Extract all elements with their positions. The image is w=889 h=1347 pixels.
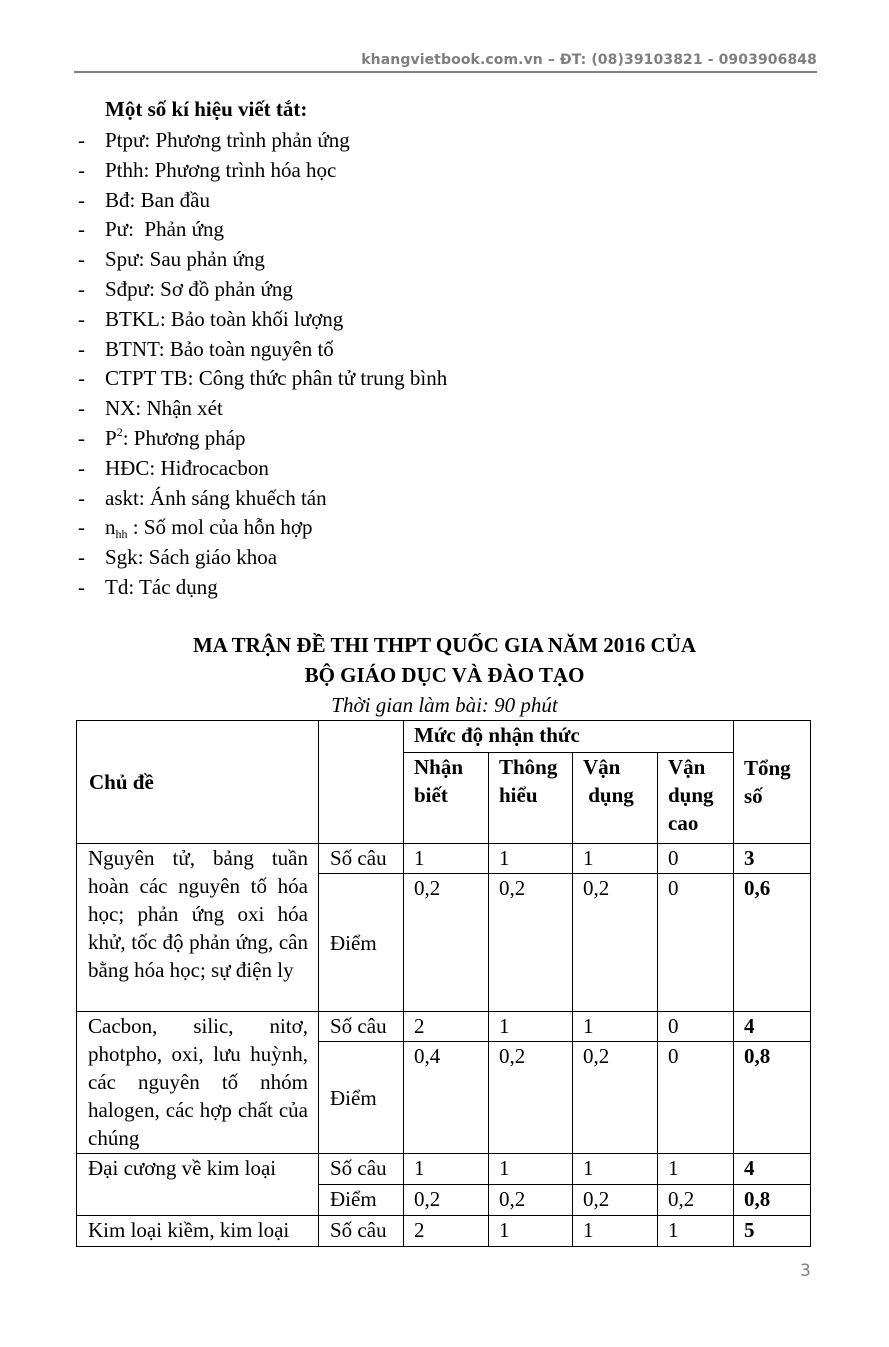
abbreviation-item: - Pư: Phản ứng: [76, 215, 447, 245]
bullet-dash: -: [78, 187, 85, 212]
count-label: Số câu: [319, 844, 404, 874]
abbreviation-item: - askt: Ánh sáng khuếch tán: [76, 484, 447, 514]
abbreviation-item: - HĐC: Hiđrocacbon: [76, 454, 447, 484]
abbreviation-item: - Pthh: Phương trình hóa học: [76, 156, 447, 186]
value-cell: 0: [658, 1042, 734, 1154]
header-level-recognize: [404, 753, 489, 844]
total-cell: 3: [734, 844, 811, 874]
abbreviation-item: - BTKL: Bảo toàn khối lượng: [76, 305, 447, 335]
matrix-title-line1: MA TRẬN ĐỀ THI THPT QUỐC GIA NĂM 2016 CỦA: [192, 633, 697, 657]
header-line: Vận: [583, 755, 621, 779]
value-cell: 1: [573, 844, 658, 874]
bullet-dash: -: [78, 247, 85, 272]
topic-cell: Nguyên tử, bảng tuần hoàn các nguyên tố hóa học; phản ứng oxi hóa khử, tốc độ phản ứng, cân bằng hóa học; sự điện ly: [77, 844, 319, 1012]
topic-cell: Cacbon, silic, nitơ, photpho, oxi, lưu huỳnh, các nguyên tố nhóm halogen, các hợp chất của chúng: [77, 1012, 319, 1154]
header-total: [734, 721, 811, 844]
abbreviation-term: Bđ: [105, 187, 130, 212]
value-cell: 1: [573, 1216, 658, 1247]
abbreviation-meaning: Số mol của hỗn hợp: [143, 515, 313, 540]
header-line: Thông: [499, 755, 558, 779]
abbreviation-meaning: Phương trình phản ứng: [155, 128, 350, 152]
header-total-line: số: [744, 784, 763, 808]
abbreviation-item: [76, 513, 447, 543]
abbreviations-title: Một số kí hiệu viết tắt:: [105, 97, 308, 121]
header-level-understand: [489, 753, 573, 844]
bullet-dash: -: [78, 217, 85, 242]
value-cell: 1: [573, 1012, 658, 1042]
abbreviation-term: n: [105, 515, 116, 540]
topic-cell: Đại cương về kim loại: [77, 1154, 319, 1216]
separator: :: [127, 515, 144, 540]
value-cell: 1: [658, 1154, 734, 1185]
bullet-dash: -: [78, 366, 85, 391]
score-label: Điểm: [319, 1185, 404, 1216]
value-cell: 1: [489, 1216, 573, 1247]
abbreviation-meaning: Hiđrocacbon: [160, 455, 269, 480]
bullet-dash: -: [78, 545, 85, 570]
abbreviation-term: Spư: [105, 247, 139, 272]
table-header-row: [77, 721, 811, 753]
abbreviation-meaning: Nhận xét: [146, 396, 223, 421]
value-cell: 0,2: [404, 874, 489, 1012]
abbreviation-item: - Bđ: Ban đầu: [76, 186, 447, 216]
abbreviation-term: askt: [105, 485, 139, 510]
abbreviation-term: Pthh: [105, 157, 144, 182]
value-cell: 0: [658, 874, 734, 1012]
total-cell: 4: [734, 1154, 811, 1185]
page-header: khangvietbook.com.vn – ĐT: (08)39103821 - 0903906848: [74, 50, 817, 73]
value-cell: 0,2: [573, 1185, 658, 1216]
value-cell: 1: [404, 1154, 489, 1185]
abbreviation-item: - Spư: Sau phản ứng: [76, 245, 447, 275]
abbreviation-term: Sđpư: [105, 276, 150, 301]
value-cell: 0,2: [489, 874, 573, 1012]
total-cell: 4: [734, 1012, 811, 1042]
value-cell: 1: [489, 1154, 573, 1185]
abbreviation-meaning: Ban đầu: [140, 187, 211, 212]
value-cell: 1: [404, 844, 489, 874]
total-cell: 0,8: [734, 1042, 811, 1154]
abbreviation-meaning: Công thức phân tử trung bình: [198, 366, 448, 391]
bullet-dash: -: [78, 306, 85, 331]
abbreviation-item: - NX: Nhận xét: [76, 394, 447, 424]
abbreviation-item: - Sgk: Sách giáo khoa: [76, 543, 447, 573]
bullet-dash: -: [78, 128, 85, 152]
page-number: 3: [800, 1261, 811, 1281]
abbreviation-term: CTPT TB: [105, 366, 188, 391]
abbreviation-term: NX: [105, 396, 136, 421]
header-total-line: Tổng: [744, 756, 791, 780]
abbreviation-meaning: Sơ đồ phản ứng: [160, 276, 293, 301]
abbreviation-meaning: Phản ứng: [139, 217, 225, 242]
matrix-title-line2: BỘ GIÁO DỤC VÀ ĐÀO TẠO: [304, 663, 585, 687]
total-cell: 5: [734, 1216, 811, 1247]
abbreviation-term: Sgk: [105, 545, 138, 570]
value-cell: 0,2: [489, 1042, 573, 1154]
header-level-apply-high: [658, 753, 734, 844]
header-level-apply: [573, 753, 658, 844]
header-blank: [319, 721, 404, 844]
total-cell: 0,8: [734, 1185, 811, 1216]
abbreviation-term: P: [105, 425, 117, 450]
abbreviation-meaning: Sau phản ứng: [149, 247, 265, 272]
header-line: dụng: [588, 783, 634, 807]
bullet-dash: -: [78, 455, 85, 480]
abbreviation-meaning: Phương pháp: [133, 425, 246, 450]
abbreviation-item: - Ptpư: Phương trình phản ứng: [76, 126, 447, 156]
count-label: Số câu: [319, 1216, 404, 1247]
abbreviation-term: Pư: [105, 217, 129, 242]
value-cell: 0,2: [404, 1185, 489, 1216]
bullet-dash: -: [78, 574, 85, 599]
abbreviation-meaning: Bảo toàn nguyên tố: [169, 336, 334, 361]
bullet-dash: -: [78, 336, 85, 361]
header-line: biết: [414, 783, 448, 807]
header-level-group: Mức độ nhận thức: [404, 721, 734, 753]
bullet-dash: -: [78, 396, 85, 421]
abbreviation-term: Td: [105, 574, 129, 599]
bullet-dash: -: [78, 485, 85, 510]
value-cell: 0,2: [658, 1185, 734, 1216]
value-cell: 0,2: [573, 874, 658, 1012]
value-cell: 1: [658, 1216, 734, 1247]
abbreviation-term: BTNT: [105, 336, 159, 361]
abbreviation-item: - Sđpư: Sơ đồ phản ứng: [76, 275, 447, 305]
superscript: 2: [116, 424, 123, 439]
header-topic: Chủ đề: [77, 721, 319, 844]
value-cell: 0,2: [573, 1042, 658, 1154]
value-cell: 0: [658, 1012, 734, 1042]
value-cell: 0: [658, 844, 734, 874]
bullet-dash: -: [78, 276, 85, 301]
abbreviation-item: - Td: Tác dụng: [76, 573, 447, 603]
value-cell: 1: [489, 1012, 573, 1042]
bullet-dash: -: [78, 425, 85, 450]
table-row: [77, 1012, 811, 1042]
count-label: Số câu: [319, 1154, 404, 1185]
table-row: [77, 844, 811, 874]
abbreviation-meaning: Bảo toàn khối lượng: [170, 306, 344, 331]
abbreviation-meaning: Tác dụng: [139, 574, 218, 599]
abbreviation-item: - $P^2$: Phương pháp: [76, 424, 447, 454]
abbreviations-list: [76, 126, 447, 603]
score-label: Điểm: [319, 874, 404, 1012]
value-cell: 0,4: [404, 1042, 489, 1154]
value-cell: 1: [489, 844, 573, 874]
count-label: Số câu: [319, 1012, 404, 1042]
score-label: Điểm: [319, 1042, 404, 1154]
header-line: dụng: [668, 783, 714, 807]
exam-matrix-table: [76, 720, 811, 1247]
topic-cell: Kim loại kiềm, kim loại: [77, 1216, 319, 1247]
value-cell: 1: [573, 1154, 658, 1185]
value-cell: 2: [404, 1012, 489, 1042]
value-cell: 0,2: [489, 1185, 573, 1216]
subscript: hh: [115, 527, 128, 542]
header-line: Vận: [668, 755, 706, 779]
table-row: [77, 1216, 811, 1247]
total-cell: 0,6: [734, 874, 811, 1012]
header-line: cao: [668, 811, 699, 835]
matrix-subtitle: Thời gian làm bài: 90 phút: [331, 693, 558, 717]
header-line: hiểu: [499, 783, 538, 807]
abbreviation-term: BTKL: [105, 306, 160, 331]
abbreviation-meaning: Ánh sáng khuếch tán: [149, 485, 327, 510]
abbreviation-term: HĐC: [105, 455, 150, 480]
bullet-dash: -: [78, 515, 85, 540]
abbreviation-meaning: Phương trình hóa học: [154, 157, 337, 182]
abbreviation-item: - CTPT TB: Công thức phân tử trung bình: [76, 364, 447, 394]
abbreviation-term: Ptpư: [105, 128, 145, 152]
bullet-dash: -: [78, 157, 85, 182]
abbreviation-meaning: Sách giáo khoa: [148, 545, 278, 570]
value-cell: 2: [404, 1216, 489, 1247]
table-row: [77, 1154, 811, 1185]
abbreviation-item: - BTNT: Bảo toàn nguyên tố: [76, 335, 447, 365]
header-line: Nhận: [414, 755, 464, 779]
